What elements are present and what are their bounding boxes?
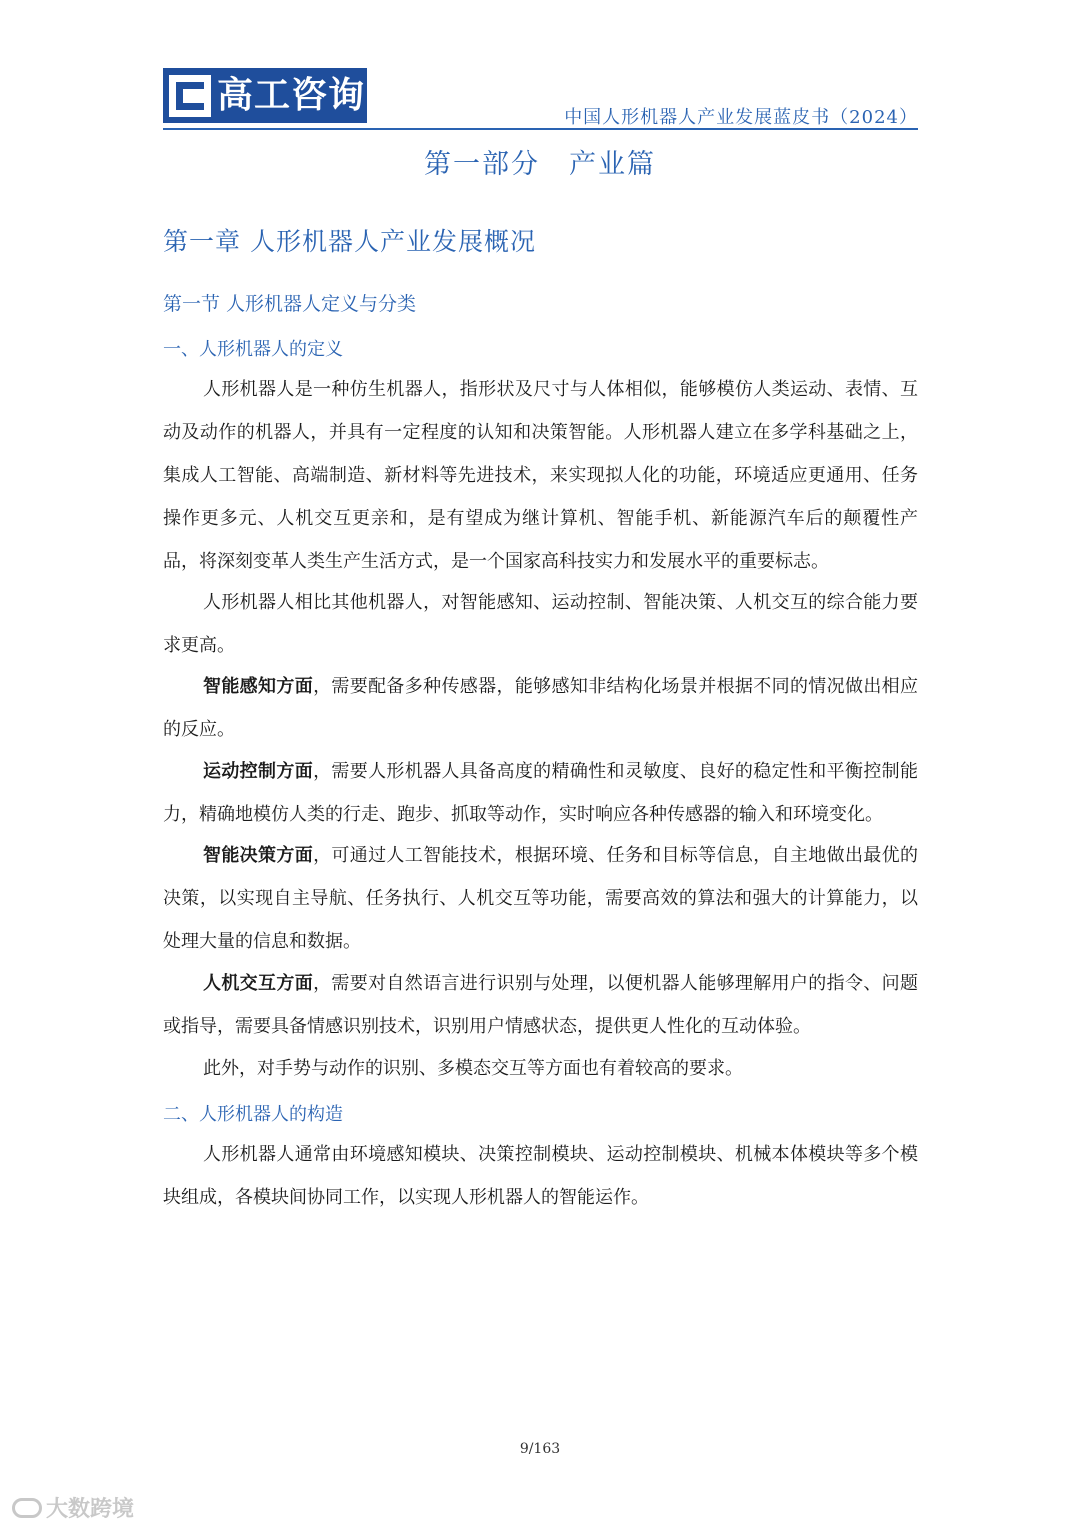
subsection-title-definition: 一、人形机器人的定义 [163,339,343,360]
watermark [12,1492,134,1523]
paragraph-motion-control: 运动控制方面，需要人形机器人具备高度的精确性和灵敏度、良好的稳定性和平衡控制能力，精确地模仿人类的行走、跑步、抓取等动作，实时响应各种传感器的输入和环境变化。 [163,761,919,825]
paragraph-perception: 智能感知方面，需要配备多种传感器，能够感知非结构化场景并根据不同的情况做出相应的反应。 [163,676,919,740]
watermark-text: 大数跨境 [46,1497,135,1522]
paragraph-interaction: 人机交互方面，需要对自然语言进行识别与处理，以便机器人能够理解用户的指令、问题或指导，需要具备情感识别技术，识别用户情感状态，提供更人性化的互动体验。 [163,973,919,1037]
paragraph-comparison: 人形机器人相比其他机器人，对智能感知、运动控制、智能决策、人机交互的综合能力要求更高。 [163,592,918,656]
paragraph-additional: 此外，对手势与动作的识别、多模态交互等方面也有着较高的要求。 [203,1058,743,1079]
header-divider [163,128,918,130]
brand-logo [163,68,367,123]
watermark-logo-icon [12,1498,42,1518]
paragraph-definition: 人形机器人是一种仿生机器人，指形状及尺寸与人体相似，能够模仿人类运动、表情、互动及动作的机器人，并具有一定程度的认知和决策智能。人形机器人建立在多学科基础之上，集成人工智能、高端制造、新材料等先进技术，来实现拟人化的功能，环境适应更通用、任务操作更多元、人机交互更亲和，是有望成为继计算机、智能手机、新能源汽车后的颠覆性产品，将深刻变革人类生产生活方式，是一个国家高科技实力和发展水平的重要标志。 [163,379,918,572]
subsection-title-structure: 二、人形机器人的构造 [163,1104,343,1125]
paragraph-decision: 智能决策方面，可通过人工智能技术，根据环境、任务和目标等信息，自主地做出最优的决策，以实现自主导航、任务执行、人机交互等功能，需要高效的算法和强大的计算能力，以处理大量的信息和数据。 [163,845,919,952]
chapter-title: 第一章 人形机器人产业发展概况 [163,227,536,256]
section-title: 第一节 人形机器人定义与分类 [163,293,417,315]
book-title: 中国人形机器人产业发展蓝皮书（2024） [564,107,918,128]
page-number: 9/163 [519,1441,561,1457]
logo-text: 高工咨询 [217,74,366,116]
paragraph-structure: 人形机器人通常由环境感知模块、决策控制模块、运动控制模块、机械本体模块等多个模块组成，各模块间协同工作，以实现人形机器人的智能运作。 [163,1144,918,1208]
part-title: 第一部分 产业篇 [424,149,656,180]
logo-g-icon [169,75,211,117]
